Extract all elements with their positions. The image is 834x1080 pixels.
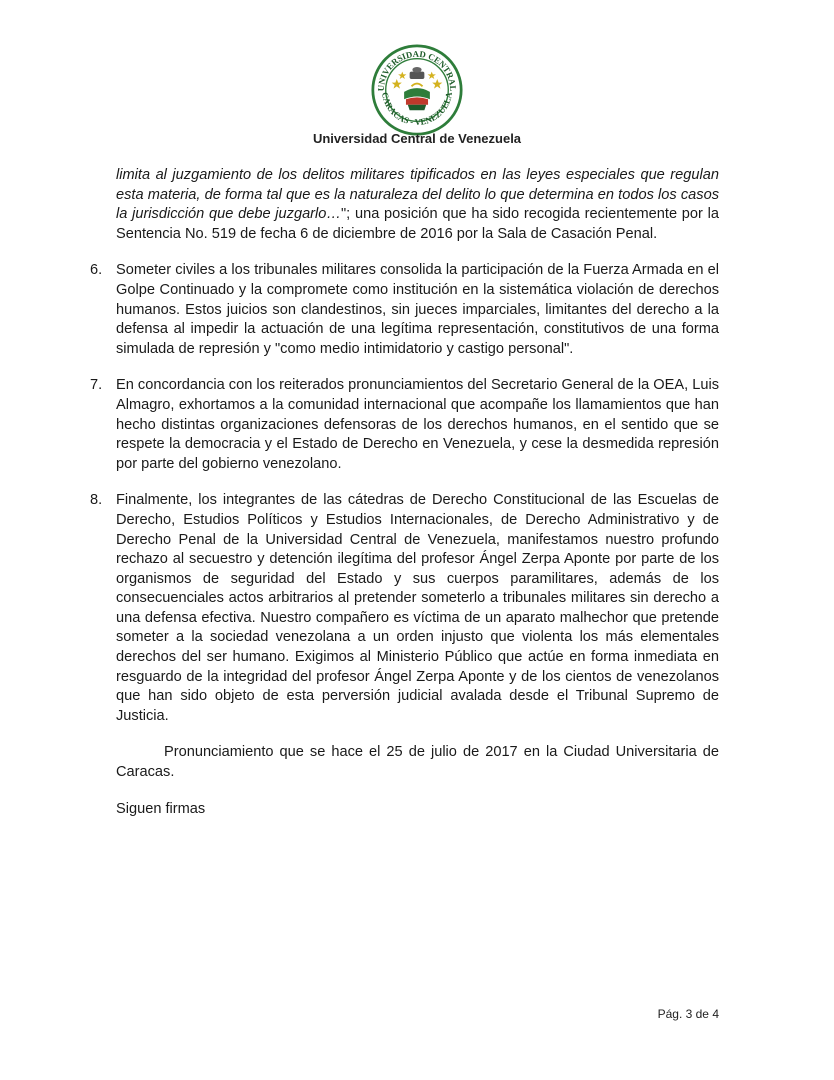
- signatures-note: Siguen firmas: [116, 800, 206, 817]
- continuation-text: "; una posición que ha sido recogida recientemente por la Sentencia No. 519 de fecha 6 de diciembre de 2016 por la Sala de Casación Penal.: [116, 206, 719, 242]
- institution-name: Universidad Central de Venezuela: [312, 131, 522, 146]
- document-body: [90, 166, 719, 819]
- list-item-number: 6.: [90, 262, 103, 279]
- list-item-text: Someter civiles a los tribunales militares consolida la participación de la Fuerza Armada en el Golpe Continuado y la compromete como institución en la sistemática violación de derechos humanos. Estos juicios son clandestinos, sin jueces imparciales, limitantes del derecho a la defensa al impedir la actuación de una legítima representación, constitutivos de una forma simulada de represión y "como medio intimidatorio y castigo personal".: [116, 262, 719, 357]
- page-number: Pág. 3 de 4: [657, 1007, 719, 1021]
- list-item: [90, 261, 719, 359]
- continuation-paragraph: [116, 166, 719, 244]
- university-seal-logo: [371, 44, 463, 136]
- closing-statement: Pronunciamiento que se hace el 25 de julio de 2017 en la Ciudad Universitaria de Caracas.: [116, 744, 719, 781]
- letterhead: [0, 44, 834, 136]
- list-item: [90, 491, 719, 726]
- seal-top-text: UNIVERSIDAD CENTRAL: [375, 48, 459, 92]
- list-item: [90, 376, 719, 474]
- list-item-number: 7.: [90, 377, 103, 394]
- quoted-italic-text: limita al juzgamiento de los delitos militares tipificados en las leyes especiales que regulan esta materia, de forma tal que es la naturaleza del delito lo que determina en todos los casos la jurisdicción que debe juzgarlo…: [116, 167, 719, 223]
- list-item-text: Finalmente, los integrantes de las cátedras de Derecho Constitucional de las Escuelas de Derecho, Estudios Políticos y Estudios Internacionales, de Derecho Administrativo y de Derecho Penal de la Universidad Central de Venezuela, manifestamos nuestro profundo rechazo al secuestro y detención ilegítima del profesor Ángel Zerpa Aponte por parte de los organismos de seguridad del Estado y sus cuerpos paramilitares, además de los consecuenciales actos arbitrarios al pretender someterlo a tribunales militares sin derecho a una defensa efectiva. Nuestro compañero es víctima de un aparato malhechor que pretende someter a la sociedad venezolana a un orden injusto que violenta los más elementales derechos del ser humano. Exigimos al Ministerio Público que actúe en forma inmediata en resguardo de la integridad del profesor Ángel Zerpa Aponte y de los cientos de venezolanos que han sido objeto de esta perversión judicial avalada desde el Tribunal Supremo de Justicia.: [116, 492, 719, 724]
- list-item-number: 8.: [90, 492, 103, 509]
- seal-bottom-text: CARACAS - VENEZUELA: [380, 91, 454, 128]
- list-item-text: En concordancia con los reiterados pronunciamientos del Secretario General de la OEA, Luis Almagro, exhortamos a la comunidad internacional que acompañe los llamamientos que han hecho distintas organizaciones defensoras de los derechos humanos, en el sentido que se respete la democracia y el Estado de Derecho en Venezuela, y cese la desmedida represión por parte del gobierno venezolano.: [116, 377, 719, 472]
